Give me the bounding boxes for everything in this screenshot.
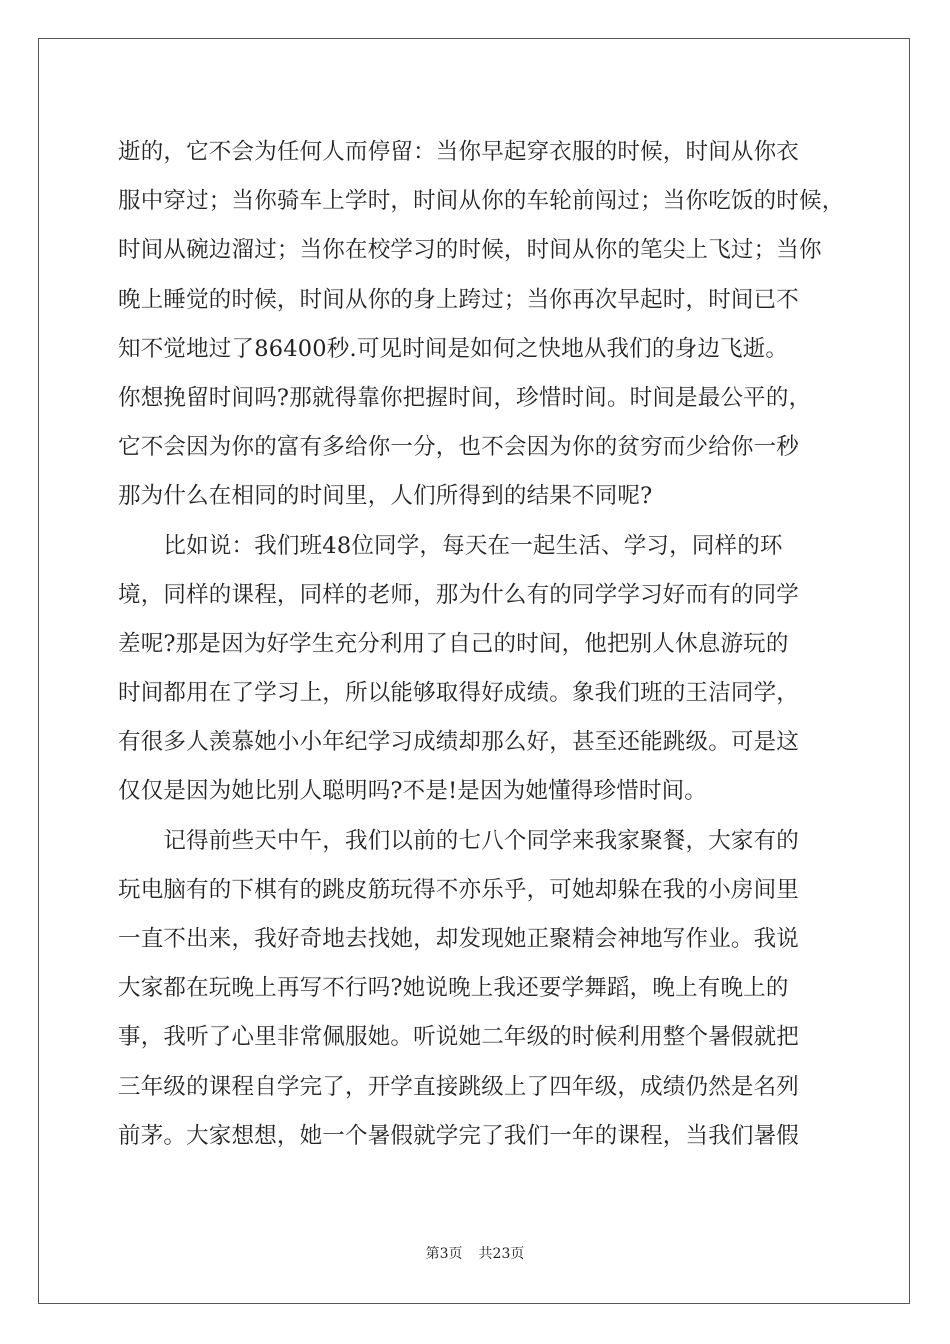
text-line: 那为什么在相同的时间里，人们所得到的结果不同呢? bbox=[118, 483, 653, 510]
page-footer bbox=[0, 1245, 950, 1263]
text-line: 你想挽留时间吗?那就得靠你把握时间，珍惜时间。时间是最公平的， bbox=[118, 384, 812, 411]
text-line: 差呢?那是因为好学生充分利用了自己的时间，他把别人休息游玩的 bbox=[118, 630, 789, 657]
text-line: 境，同样的课程，同样的老师，那为什么有的同学学习好而有的同学 bbox=[118, 581, 800, 608]
text-line: 记得前些天中午，我们以前的七八个同学来我家聚餐，大家有的 bbox=[118, 827, 800, 854]
text-line: 比如说：我们班48位同学，每天在一起生活、学习，同样的环 bbox=[118, 532, 783, 559]
text-line: 有很多人羡慕她小小年纪学习成绩却那么好，甚至还能跳级。可是这 bbox=[118, 729, 800, 756]
page-number: 第3页 bbox=[425, 1246, 463, 1262]
page-total: 共23页 bbox=[478, 1246, 525, 1262]
text-line: 逝的，它不会为任何人而停留：当你早起穿衣服的时候，时间从你衣 bbox=[118, 139, 800, 165]
text-line: 时间从碗边溜过；当你在校学习的时候，时间从你的笔尖上飞过；当你 bbox=[118, 237, 822, 264]
text-line: 一直不出来，我好奇地去找她，却发现她正聚精会神地写作业。我说 bbox=[118, 926, 800, 952]
text-line: 前茅。大家想想，她一个暑假就学完了我们一年的课程，当我们暑假 bbox=[118, 1122, 800, 1149]
text-line: 知不觉地过了86400秒.可见时间是如何之快地从我们的身边飞逝。 bbox=[118, 335, 789, 362]
text-line: 事，我听了心里非常佩服她。听说她二年级的时候利用整个暑假就把 bbox=[118, 1024, 800, 1051]
text-line: 它不会因为你的富有多给你一分，也不会因为你的贫穷而少给你一秒 bbox=[118, 434, 800, 461]
document-body bbox=[118, 128, 845, 1161]
text-line: 大家都在玩晚上再写不行吗?她说晚上我还要学舞蹈，晚上有晚上的 bbox=[118, 975, 789, 1002]
text-line: 时间都用在了学习上，所以能够取得好成绩。象我们班的王洁同学， bbox=[118, 680, 800, 707]
text-line: 服中穿过；当你骑车上学时，时间从你的车轮前闯过；当你吃饭的时候， bbox=[118, 188, 845, 215]
text-line: 玩电脑有的下棋有的跳皮筋玩得不亦乐乎，可她却躲在我的小房间里 bbox=[118, 876, 800, 903]
text-line: 晚上睡觉的时候，时间从你的身上跨过；当你再次早起时，时间已不 bbox=[118, 286, 800, 313]
text-line: 仅仅是因为她比别人聪明吗?不是!是因为她懂得珍惜时间。 bbox=[118, 778, 708, 805]
text-line: 三年级的课程自学完了，开学直接跳级上了四年级，成绩仍然是名列 bbox=[118, 1073, 800, 1100]
